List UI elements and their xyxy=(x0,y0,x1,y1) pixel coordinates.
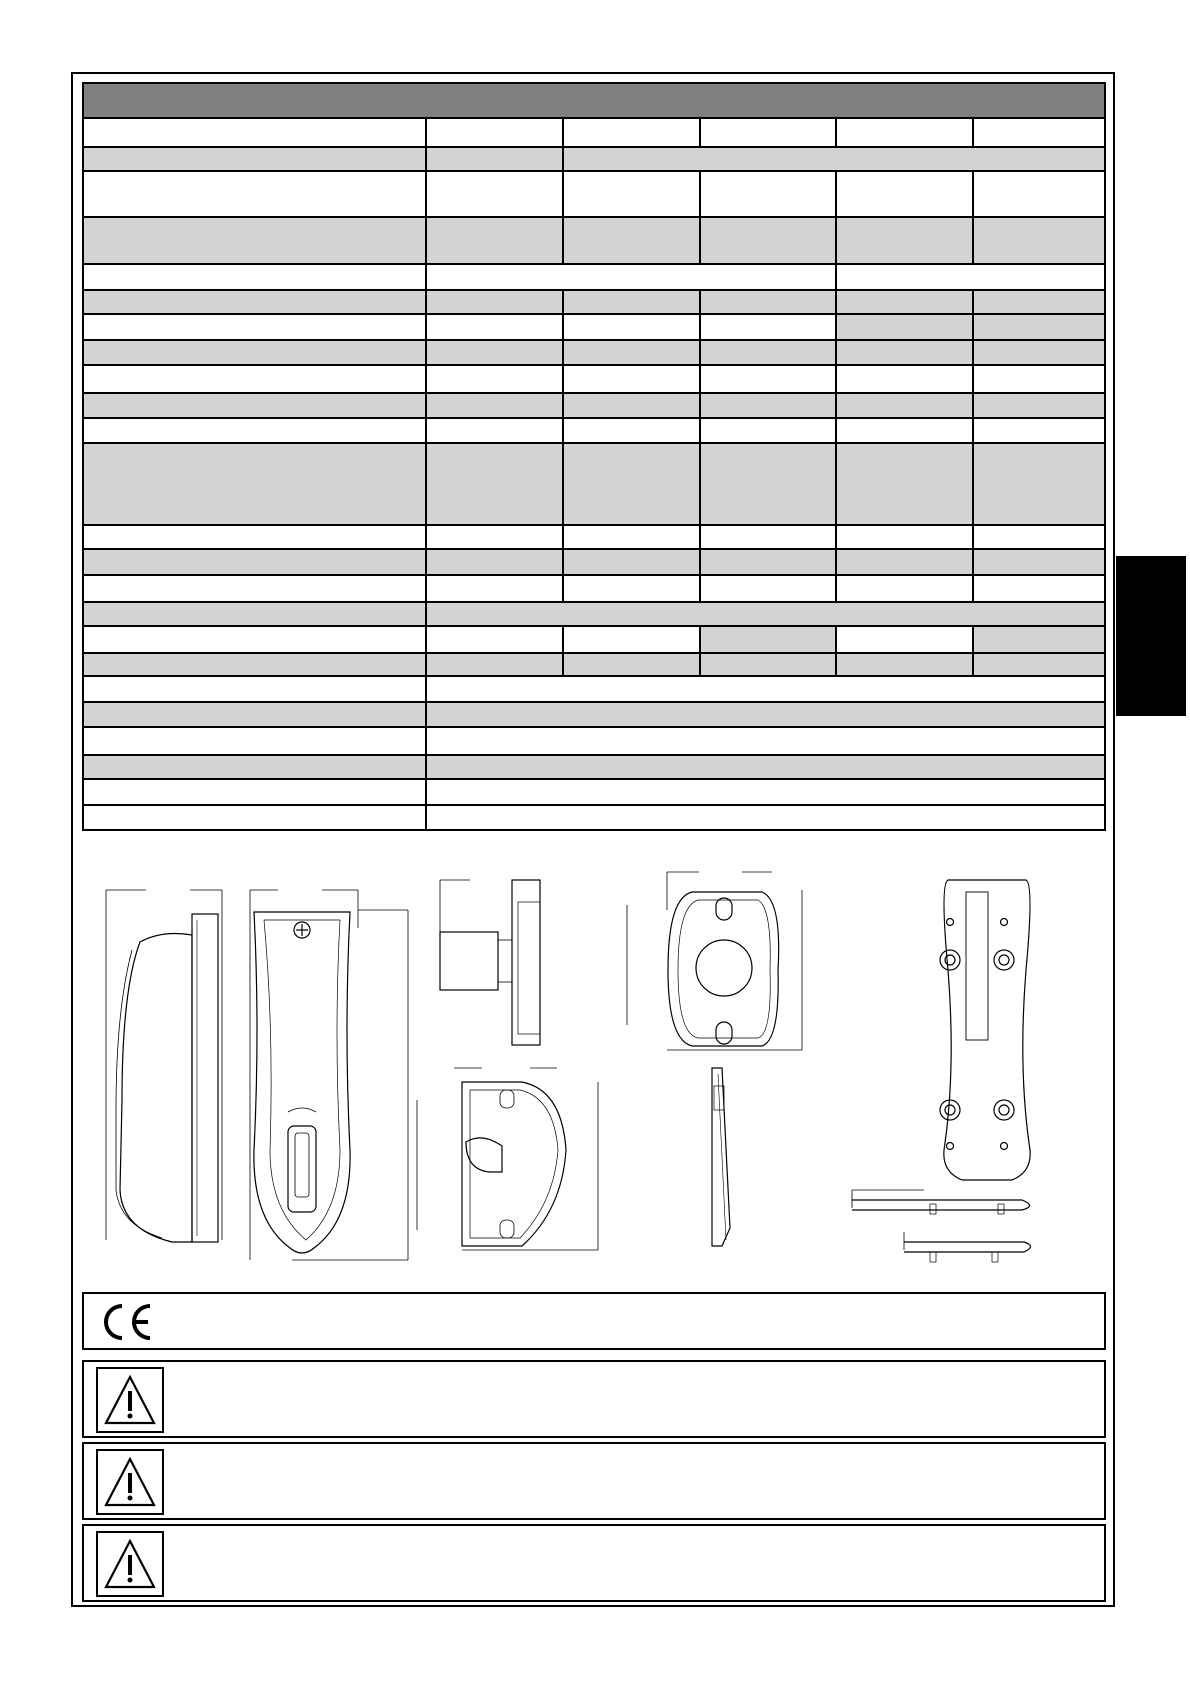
table-cell-shaded xyxy=(973,626,1104,653)
table-row xyxy=(84,602,1104,626)
warning-triangle-icon xyxy=(98,1533,162,1595)
warning-icon-frame xyxy=(96,1367,164,1433)
warning-triangle-icon xyxy=(98,1369,162,1431)
table-row xyxy=(84,118,1104,147)
table-row xyxy=(84,805,1104,829)
table-row xyxy=(84,365,1104,393)
bracket-side-view-drawing xyxy=(440,880,540,1045)
table-row xyxy=(84,290,1104,314)
table-row xyxy=(84,549,1104,575)
table-row xyxy=(84,217,1104,264)
table-row xyxy=(84,264,1104,290)
table-row xyxy=(84,755,1104,779)
ce-mark-icon xyxy=(94,1300,156,1344)
table-row xyxy=(84,393,1104,418)
warning-box-3 xyxy=(82,1524,1106,1602)
warning-icon-frame xyxy=(96,1531,164,1597)
side-view-drawing xyxy=(106,890,222,1242)
warning-box-2 xyxy=(82,1442,1106,1520)
table-row xyxy=(84,676,1104,702)
warning-box-1 xyxy=(82,1360,1106,1438)
table-cell-shaded xyxy=(836,314,973,340)
table-row xyxy=(84,702,1104,727)
table-row xyxy=(84,626,1104,653)
table-row xyxy=(84,340,1104,365)
warning-triangle-icon xyxy=(98,1451,162,1513)
ce-conformity-box xyxy=(82,1292,1106,1350)
technical-drawings xyxy=(82,850,1106,1280)
mounting-plate-side-view-drawing xyxy=(852,1190,1031,1262)
warning-icon-frame xyxy=(96,1449,164,1515)
table-cell-shaded xyxy=(973,314,1104,340)
table-row xyxy=(84,418,1104,443)
bracket-front-view-drawing xyxy=(417,1068,598,1250)
front-view-drawing xyxy=(250,890,408,1260)
base-front-view-drawing xyxy=(627,872,802,1050)
table-header-band xyxy=(84,84,1104,118)
specifications-table xyxy=(82,82,1106,831)
table-row xyxy=(84,575,1104,602)
table-row xyxy=(84,653,1104,676)
section-tab-marker xyxy=(1116,556,1186,716)
table-row xyxy=(84,525,1104,549)
table-row xyxy=(84,171,1104,217)
table-row xyxy=(84,779,1104,805)
table-cell-shaded xyxy=(700,626,836,653)
table-row xyxy=(84,147,1104,171)
table-row xyxy=(84,727,1104,755)
base-side-view-drawing xyxy=(712,1068,730,1246)
table-row xyxy=(84,443,1104,525)
mounting-plate-front-view-drawing xyxy=(940,880,1030,1180)
specifications-grid xyxy=(84,84,1104,829)
